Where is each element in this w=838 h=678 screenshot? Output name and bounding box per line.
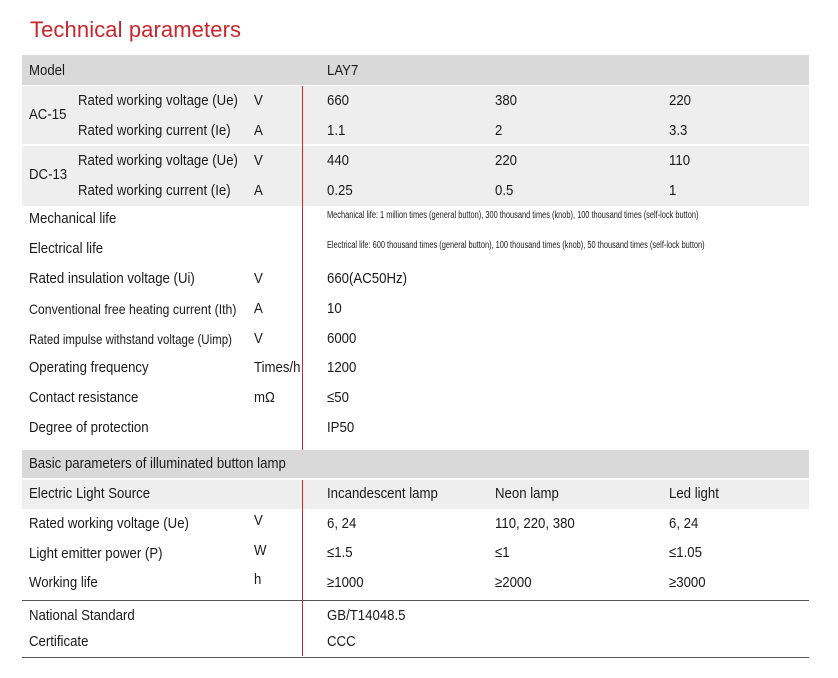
ac15-voltage-value-2: 380: [495, 92, 518, 109]
lamp-voltage-label: Rated working voltage (Ue): [29, 515, 189, 532]
standard-label: National Standard: [29, 607, 135, 624]
electrical-life-label: Electrical life: [29, 240, 104, 257]
mechanical-life-value: Mechanical life: 1 million times (general button), 300 thousand times (knob), 100 thousand times (self-lock button): [327, 210, 699, 221]
lamp-life-value-2: ≥2000: [495, 574, 532, 591]
lamp-voltage-unit: V: [254, 512, 263, 529]
lamp-voltage-value-3: 6, 24: [669, 515, 699, 532]
insulation-voltage-value: 660(AC50Hz): [327, 270, 407, 287]
ac15-current-unit: A: [254, 122, 263, 139]
protection-value: IP50: [327, 419, 355, 436]
lamp-life-value-1: ≥1000: [327, 574, 364, 591]
ac15-voltage-value-1: 660: [327, 92, 350, 109]
model-value: LAY7: [327, 62, 359, 79]
dc13-current-value-3: 1: [669, 182, 677, 199]
dc13-category: DC-13: [29, 166, 68, 183]
insulation-voltage-unit: V: [254, 270, 263, 287]
impulse-voltage-value: 6000: [327, 330, 357, 347]
mechanical-life-label: Mechanical life: [29, 210, 117, 227]
dc13-voltage-value-3: 110: [669, 152, 691, 169]
dc13-voltage-label: Rated working voltage (Ue): [78, 152, 238, 169]
column-divider-lower: [302, 480, 303, 656]
ac15-current-label: Rated working current (Ie): [78, 122, 231, 139]
lamp-life-value-3: ≥3000: [669, 574, 706, 591]
insulation-voltage-label: Rated insulation voltage (Ui): [29, 270, 195, 287]
heating-current-label: Conventional free heating current (Ith): [29, 301, 237, 317]
contact-resistance-unit: mΩ: [254, 389, 275, 406]
lamp-voltage-value-2: 110, 220, 380: [495, 515, 575, 532]
lamp-power-value-1: ≤1.5: [327, 544, 353, 561]
lamp-life-unit: h: [254, 571, 262, 588]
heating-current-value: 10: [327, 300, 342, 317]
lamp-heading: Basic parameters of illuminated button lamp: [29, 455, 286, 472]
lamp-source-led: Led light: [669, 485, 719, 502]
operating-frequency-label: Operating frequency: [29, 359, 149, 376]
standard-value: GB/T14048.5: [327, 607, 406, 624]
ac15-current-value-2: 2: [495, 122, 503, 139]
operating-frequency-value: 1200: [327, 359, 357, 376]
ac15-current-value-1: 1.1: [327, 122, 346, 139]
lamp-life-label: Working life: [29, 574, 98, 591]
impulse-voltage-unit: V: [254, 330, 263, 347]
contact-resistance-label: Contact resistance: [29, 389, 139, 406]
impulse-voltage-label: Rated impulse withstand voltage (Uimp): [29, 331, 232, 347]
ac15-voltage-label: Rated working voltage (Ue): [78, 92, 238, 109]
page-title: Technical parameters: [30, 17, 242, 42]
dc13-voltage-value-1: 440: [327, 152, 350, 169]
model-label: Model: [29, 62, 65, 79]
lamp-power-unit: W: [254, 542, 267, 559]
lamp-source-neon: Neon lamp: [495, 485, 559, 502]
ac15-current-value-3: 3.3: [669, 122, 688, 139]
dc13-voltage-unit: V: [254, 152, 263, 169]
protection-label: Degree of protection: [29, 419, 149, 436]
contact-resistance-value: ≤50: [327, 389, 349, 406]
dc13-voltage-value-2: 220: [495, 152, 518, 169]
divider-standard: [22, 600, 809, 601]
ac15-voltage-value-3: 220: [669, 92, 692, 109]
ac15-category: AC-15: [29, 106, 67, 123]
dc13-current-unit: A: [254, 182, 263, 199]
dc13-current-value-2: 0.5: [495, 182, 514, 199]
lamp-voltage-value-1: 6, 24: [327, 515, 357, 532]
heating-current-unit: A: [254, 300, 263, 317]
divider-bottom: [22, 657, 809, 658]
lamp-power-label: Light emitter power (P): [29, 545, 163, 562]
ac15-voltage-unit: V: [254, 92, 263, 109]
lamp-power-value-2: ≤1: [495, 544, 510, 561]
lamp-source-label: Electric Light Source: [29, 485, 151, 502]
lamp-power-value-3: ≤1.05: [669, 544, 702, 561]
lamp-source-incandescent: Incandescent lamp: [327, 485, 438, 502]
model-row-background: [22, 55, 809, 85]
certificate-label: Certificate: [29, 633, 89, 650]
electrical-life-value: Electrical life: 600 thousand times (general button), 100 thousand times (knob), 50 thousand times (self-lock button): [327, 240, 705, 251]
dc13-current-label: Rated working current (Ie): [78, 182, 231, 199]
operating-frequency-unit: Times/h: [254, 359, 301, 376]
certificate-value: CCC: [327, 633, 356, 650]
dc13-current-value-1: 0.25: [327, 182, 353, 199]
column-divider-upper: [302, 86, 303, 450]
